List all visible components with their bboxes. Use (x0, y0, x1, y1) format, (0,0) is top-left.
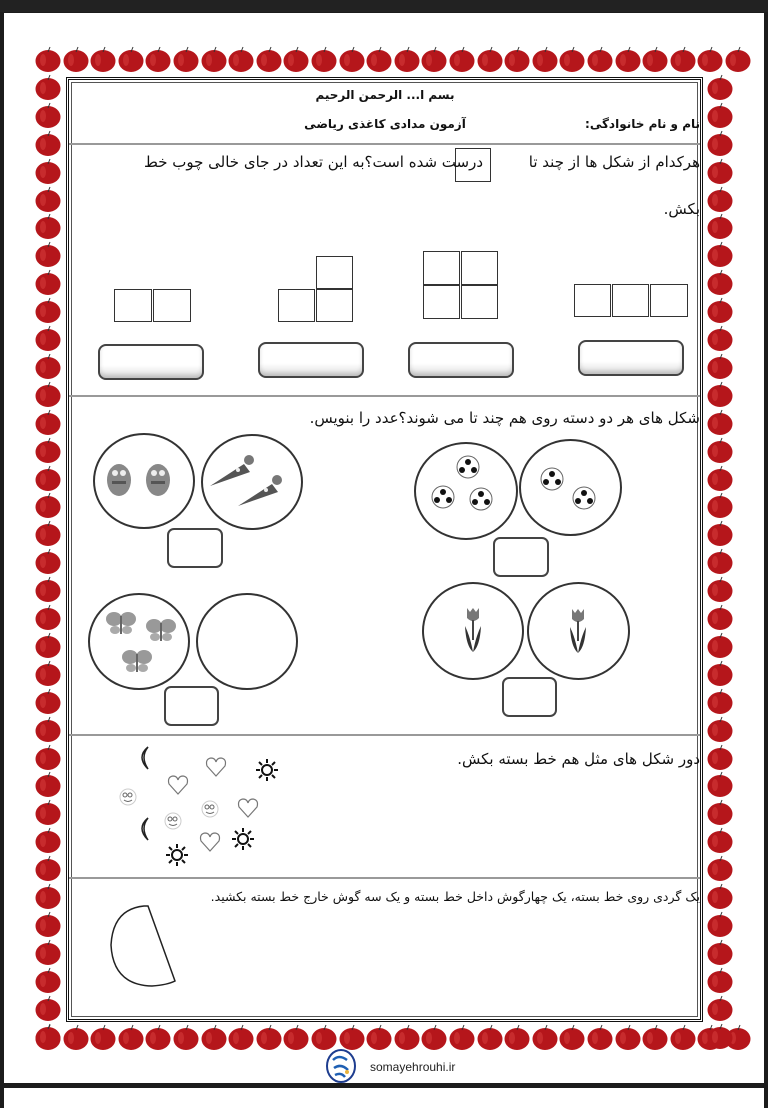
apple-icon (706, 660, 734, 687)
apple-icon (586, 46, 614, 73)
divider-section3 (69, 877, 700, 879)
answer-box-group1[interactable] (167, 528, 223, 568)
sun-icon (165, 843, 189, 867)
apple-icon (696, 46, 724, 73)
apple-icon (476, 1024, 504, 1051)
apple-icon (310, 46, 338, 73)
apple-icon (706, 716, 734, 743)
apple-icon (706, 186, 734, 213)
apple-icon (172, 46, 200, 73)
apple-icon (34, 130, 62, 157)
apple-icon (34, 855, 62, 882)
basmala: بسم ا... الرحمن الرحیم (315, 88, 455, 102)
butterfly-icon (121, 648, 153, 678)
soccer-ball-icon (431, 485, 455, 509)
apple-icon (34, 46, 62, 73)
name-label: نام و نام خانوادگی: (585, 117, 700, 131)
apple-icon (531, 46, 559, 73)
apple-icon (706, 911, 734, 938)
apple-icon (34, 688, 62, 715)
apple-icon (34, 158, 62, 185)
apple-icon (89, 1024, 117, 1051)
apple-icon (706, 548, 734, 575)
carrot-icon (236, 472, 286, 508)
apple-icon (706, 465, 734, 492)
apple-icon (706, 297, 734, 324)
apple-icon (365, 46, 393, 73)
apple-icon (558, 46, 586, 73)
apple-icon (34, 492, 62, 519)
apple-icon (34, 409, 62, 436)
shape4-square (574, 284, 611, 317)
apple-icon (476, 46, 504, 73)
apple-icon (393, 46, 421, 73)
apple-icon (614, 1024, 642, 1051)
apple-icon (706, 213, 734, 240)
answer-box-group4[interactable] (502, 677, 557, 717)
apple-icon (34, 381, 62, 408)
apple-icon (531, 1024, 559, 1051)
apple-icon (62, 46, 90, 73)
apple-icon (34, 241, 62, 268)
apple-icon (282, 1024, 310, 1051)
shape2-square (316, 289, 353, 322)
apple-icon (89, 46, 117, 73)
apple-icon (34, 827, 62, 854)
apple-icon (706, 576, 734, 603)
apple-icon (200, 1024, 228, 1051)
apple-icon (724, 46, 752, 73)
apple-icon (200, 46, 228, 73)
tulip-icon (567, 607, 589, 655)
apple-icon (706, 771, 734, 798)
soccer-ball-icon (469, 487, 493, 511)
section3-instruction: دور شکل های مثل هم خط بسته بکش. (457, 750, 700, 768)
smiley-icon (200, 799, 220, 819)
group3-right-circle (196, 593, 298, 690)
apple-icon (34, 74, 62, 101)
apple-icon (34, 353, 62, 380)
apple-icon (706, 995, 734, 1022)
butterfly-icon (105, 610, 137, 640)
shape3-square (423, 251, 460, 285)
apple-icon (420, 1024, 448, 1051)
egg-face-icon (145, 462, 171, 498)
apple-icon (34, 883, 62, 910)
apple-icon (172, 1024, 200, 1051)
shape3-square (461, 285, 498, 319)
apple-icon (34, 1023, 62, 1050)
worksheet-frame (66, 77, 703, 1022)
apple-icon (144, 46, 172, 73)
shape1-square (114, 289, 152, 322)
apple-icon (34, 799, 62, 826)
apple-icon (706, 855, 734, 882)
divider-section2 (69, 734, 700, 736)
apple-icon (420, 46, 448, 73)
apple-icon (706, 492, 734, 519)
apple-icon (34, 604, 62, 631)
apple-icon (255, 46, 283, 73)
apple-icon (706, 744, 734, 771)
apple-icon (34, 297, 62, 324)
moon-icon (134, 745, 152, 773)
section4-instruction: یک گردی روی خط بسته، یک چهارگوش داخل خط بسته و یک سه گوش خارج خط بسته بکشید. (210, 889, 700, 904)
heart-icon (199, 831, 221, 853)
group2-right-circle (519, 439, 622, 536)
shape4-square (650, 284, 688, 317)
divider-header (69, 143, 700, 145)
shape1-square (153, 289, 191, 322)
apple-icon (706, 883, 734, 910)
butterfly-icon (145, 617, 177, 647)
apple-icon (706, 130, 734, 157)
moon-icon (134, 816, 152, 844)
apple-icon (706, 241, 734, 268)
apple-icon (34, 102, 62, 129)
apple-icon (448, 1024, 476, 1051)
apple-icon (227, 1024, 255, 1051)
egg-face-icon (106, 462, 132, 498)
apple-icon (706, 799, 734, 826)
apple-icon (117, 1024, 145, 1051)
apple-icon (706, 520, 734, 547)
closed-curve-shape[interactable] (105, 903, 205, 993)
apple-icon (706, 269, 734, 296)
apple-icon (34, 967, 62, 994)
shape2-square (278, 289, 315, 322)
soccer-ball-icon (456, 455, 480, 479)
heart-icon (237, 797, 259, 819)
answer-box-group3[interactable] (164, 686, 219, 726)
apple-icon (34, 632, 62, 659)
apple-icon (393, 1024, 421, 1051)
apple-icon (338, 46, 366, 73)
apple-icon (614, 46, 642, 73)
apple-icon (706, 381, 734, 408)
apple-icon (227, 46, 255, 73)
answer-box-group2[interactable] (493, 537, 549, 577)
apple-icon (706, 967, 734, 994)
apple-icon (34, 995, 62, 1022)
apple-icon (448, 46, 476, 73)
section1-instruction-part1: هرکدام از شکل ها از چند تا (528, 153, 700, 171)
exam-title: آزمون مدادی کاغذی ریاضی (304, 117, 466, 131)
apple-icon (558, 1024, 586, 1051)
website-label[interactable]: somayehrouhi.ir (370, 1060, 456, 1074)
smiley-icon (118, 787, 138, 807)
soccer-ball-icon (540, 467, 564, 491)
apple-icon (34, 186, 62, 213)
apple-icon (503, 46, 531, 73)
apple-icon (34, 576, 62, 603)
apple-icon (706, 353, 734, 380)
apple-icon (669, 1024, 697, 1051)
heart-icon (200, 829, 201, 830)
apple-icon (34, 716, 62, 743)
apple-icon (34, 660, 62, 687)
sun-icon (255, 758, 279, 782)
apple-icon (117, 46, 145, 73)
soccer-ball-icon (572, 486, 596, 510)
section1-instruction-line2: بکش. (663, 200, 700, 218)
apple-icon (503, 1024, 531, 1051)
apple-icon (706, 74, 734, 101)
viewer-bottom-bar (0, 1083, 768, 1102)
viewer-top-bar (0, 0, 768, 12)
apple-icon (641, 1024, 669, 1051)
site-logo-icon (325, 1048, 357, 1084)
apple-icon (586, 1024, 614, 1051)
apple-icon (706, 1023, 734, 1050)
apple-icon (34, 548, 62, 575)
shape3-square (461, 251, 498, 285)
apple-icon (34, 213, 62, 240)
apple-icon (34, 437, 62, 464)
apple-icon (34, 939, 62, 966)
apple-icon (34, 465, 62, 492)
apple-icon (706, 939, 734, 966)
apple-icon (706, 688, 734, 715)
apple-icon (706, 409, 734, 436)
apple-icon (641, 46, 669, 73)
answer-field-shape2[interactable] (258, 342, 364, 378)
section2-instruction: شکل های هر دو دسته روی هم چند تا می شوند؟عدد را بنویس. (309, 409, 700, 427)
shape3-square (423, 285, 460, 319)
apple-icon (669, 46, 697, 73)
apple-icon (310, 1024, 338, 1051)
apple-icon (706, 325, 734, 352)
apple-icon (706, 437, 734, 464)
apple-icon (255, 1024, 283, 1051)
apple-icon (34, 771, 62, 798)
divider-section1 (69, 395, 700, 397)
next-page-edge (4, 1088, 764, 1108)
apple-icon (706, 158, 734, 185)
section1-instruction-part2: درست شده است؟به این تعداد در جای خالی چوب خط (143, 153, 483, 171)
answer-field-shape1[interactable] (98, 344, 204, 380)
sun-icon (231, 827, 255, 851)
apple-icon (34, 911, 62, 938)
apple-icon (365, 1024, 393, 1051)
apple-icon (706, 604, 734, 631)
heart-icon (167, 774, 189, 796)
apple-icon (34, 325, 62, 352)
smiley-icon (163, 811, 183, 831)
apple-icon (34, 520, 62, 547)
apple-icon (706, 102, 734, 129)
apple-icon (62, 1024, 90, 1051)
apple-icon (706, 632, 734, 659)
shape2-square (316, 256, 353, 289)
apple-icon (34, 744, 62, 771)
apple-icon (144, 1024, 172, 1051)
apple-icon (282, 46, 310, 73)
shape4-square (612, 284, 649, 317)
apple-icon (34, 269, 62, 296)
apple-icon (706, 827, 734, 854)
apple-icon (338, 1024, 366, 1051)
answer-field-shape3[interactable] (408, 342, 514, 378)
tulip-icon (462, 606, 484, 654)
heart-icon (205, 756, 227, 778)
answer-field-shape4[interactable] (578, 340, 684, 376)
